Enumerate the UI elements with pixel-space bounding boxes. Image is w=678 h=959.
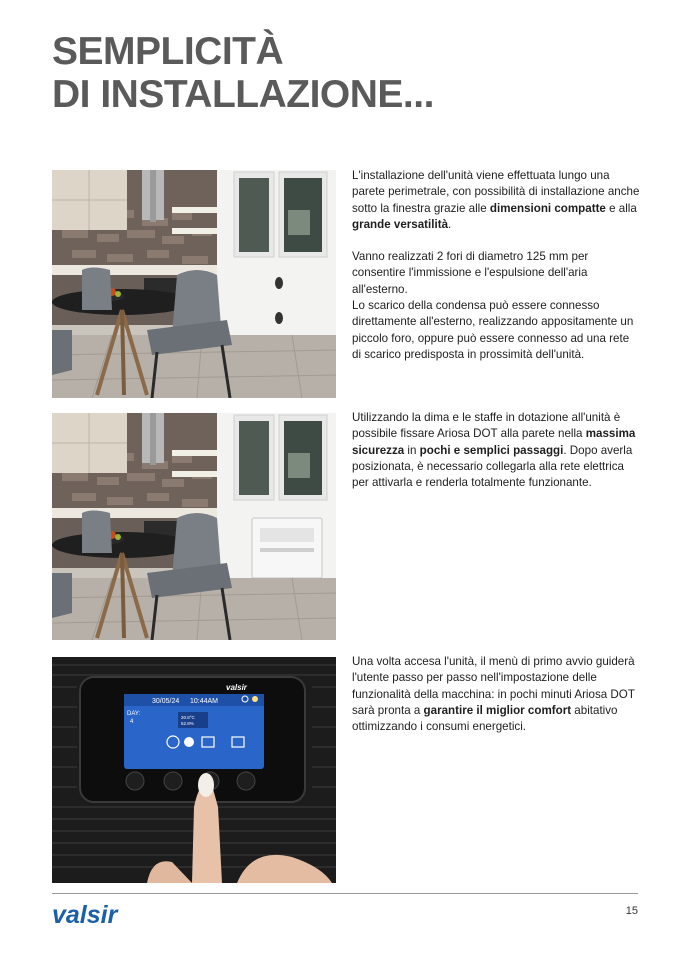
section-3-text	[352, 654, 640, 735]
screen-brand: valsir	[226, 683, 247, 692]
kitchen-photo-unit	[52, 413, 336, 640]
section-2-paragraph-1: Utilizzando la dima e le staffe in dotazione all'unità è possibile fissare Ariosa DOT alla parete nella massima sicurezza in pochi e semplici passaggi. Dopo averla posizionata, è necessario collegarla alla rete elettrica per attivarla e renderla totalmente funzionante.	[352, 411, 636, 490]
screen-day-value: 4	[130, 719, 134, 725]
section-1-paragraph-1: L'installazione dell'unità viene effettuata lungo una parete perimetrale, con possibilità di installazione anche sotto la finestra grazie alle dimensioni compatte e alla grande versatilità.	[352, 169, 640, 231]
screen-date: 30/05/24	[152, 698, 180, 705]
screen-day-label: DAY:	[127, 711, 141, 717]
title-line-2: DI INSTALLAZIONE...	[52, 73, 434, 116]
page-number: 15	[625, 905, 638, 917]
svg-text:valsir: valsir	[52, 901, 118, 929]
title-line-1: SEMPLICITÀ	[52, 30, 284, 73]
section-1-paragraph-2: Vanno realizzati 2 fori di diametro 125 mm per consentire l'immissione e l'espulsione dell'aria all'esterno.	[352, 250, 589, 296]
section-1-text	[352, 168, 640, 363]
control-panel-photo	[52, 657, 336, 883]
page-title	[52, 30, 434, 116]
kitchen-photo-holes	[52, 170, 336, 398]
footer-divider	[52, 893, 638, 894]
section-1-paragraph-3: Lo scarico della condensa può essere connesso direttamente all'esterno, realizzando appositamente un piccolo foro, oppure può essere connesso ad una rete di scarico predisposta in prossimità dell'unità.	[352, 299, 634, 361]
screen-time: 10:44AM	[190, 698, 219, 705]
screen-temperature: 20.8°C	[181, 715, 195, 720]
valsir-logo	[52, 900, 162, 935]
section-2-text	[352, 410, 640, 491]
screen-humidity: 52.8%	[181, 721, 194, 726]
section-3-paragraph-1: Una volta accesa l'unità, il menù di primo avvio guiderà l'utente passo per passo nell'impostazione delle funzionalità della macchina: in pochi minuti Ariosa DOT sarà pronta a garantire il miglior comfort abitativo ottimizzando i consumi energetici.	[352, 655, 635, 734]
